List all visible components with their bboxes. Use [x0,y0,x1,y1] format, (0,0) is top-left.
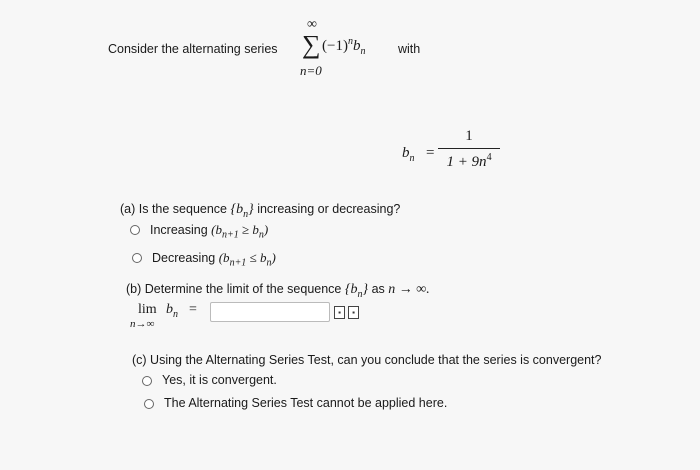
sum-upper-limit: ∞ [307,17,317,32]
option-test-not-applicable[interactable]: The Alternating Series Test cannot be applied here. [164,396,448,410]
lim-equals: = [189,302,197,317]
radio-increasing[interactable] [130,225,140,235]
intro-text: Consider the alternating series [108,42,278,56]
formula-lhs: $b_n$ [402,145,415,164]
option-yes-convergent[interactable]: Yes, it is convergent. [162,373,277,387]
denominator: $1 + 9n^4$ [446,152,492,170]
fraction-bar [438,148,500,149]
radio-test-not-applicable[interactable] [144,399,154,409]
radio-decreasing[interactable] [132,253,142,263]
with-text: with [398,42,421,56]
answer-preview-icon[interactable]: ▪ [348,306,359,319]
radio-yes-convergent[interactable] [142,376,152,386]
equation-editor-icon[interactable]: ▪ [334,306,345,319]
option-increasing[interactable]: Increasing $(b_{n+1} \ge b_n)$ [150,222,269,241]
formula-equals: = [426,145,435,161]
lim-subscript: n→∞ [130,318,155,330]
series-term: $(-1)^nb_n$ [322,36,366,57]
formula-fraction [438,128,500,171]
lim-word: lim [138,302,157,317]
sigma-symbol: ∑ [302,30,321,59]
part-c-question: (c) Using the Alternating Series Test, can you conclude that the series is convergent? [132,353,602,367]
numerator: 1 [465,128,473,144]
option-decreasing[interactable]: Decreasing $(b_{n+1} \le b_n)$ [152,250,276,269]
lim-b: $b_n$ [166,302,178,320]
part-b-question: (b) Determine the limit of the sequence $\{b_n\}$ as n → ∞. [126,282,430,300]
limit-answer-input[interactable] [210,302,330,322]
sum-lower-limit: n=0 [300,63,322,78]
part-a-question: (a) Is the sequence $\{b_n\}$ increasing or decreasing? [120,202,401,220]
